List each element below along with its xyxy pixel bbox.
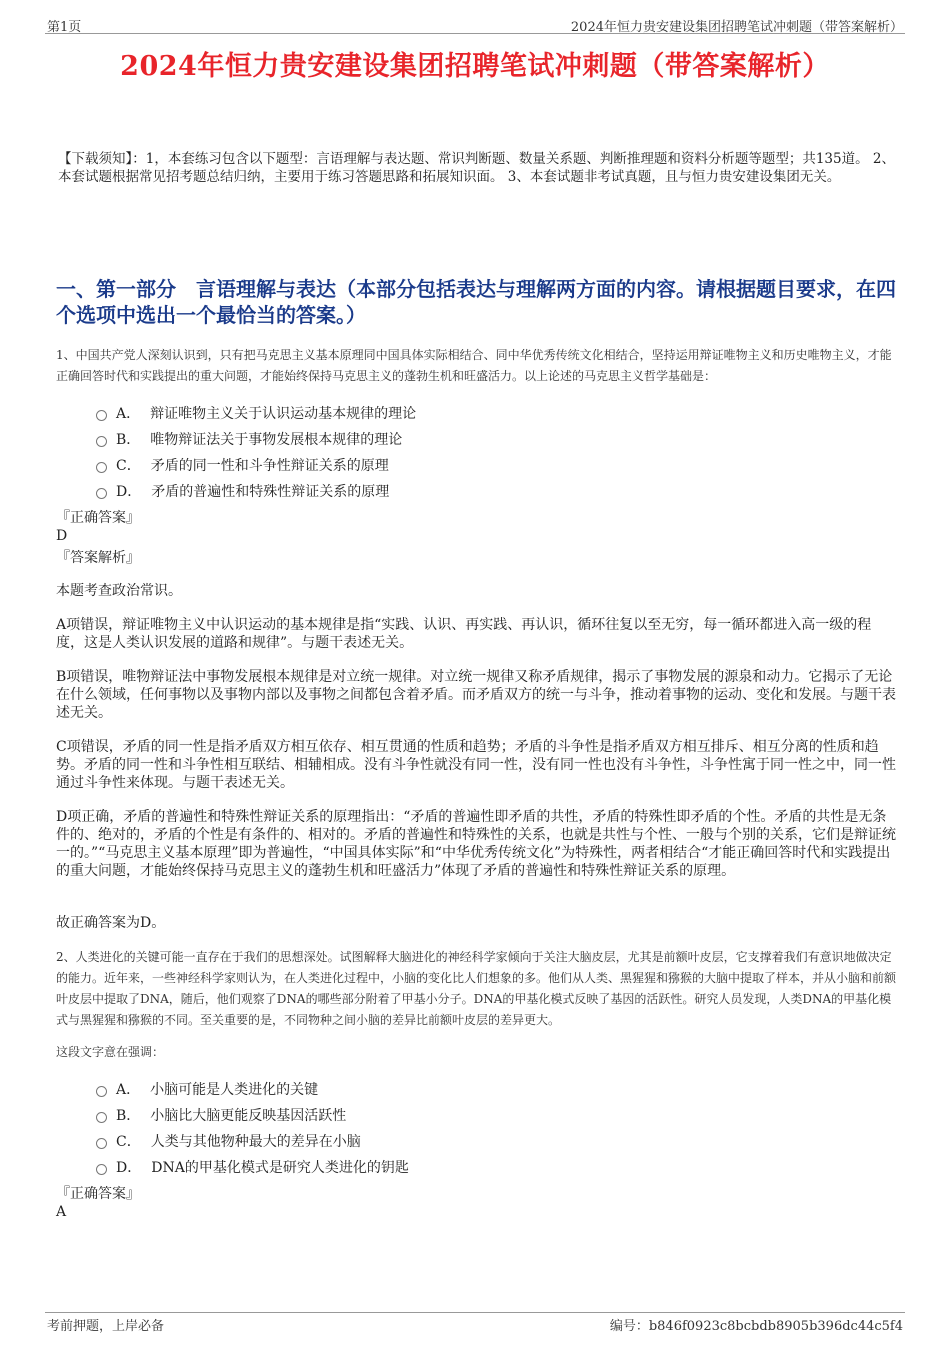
option-letter: A． bbox=[116, 406, 141, 422]
option-letter: D． bbox=[116, 1160, 142, 1176]
radio-icon[interactable] bbox=[96, 488, 107, 499]
q2-option-b[interactable] bbox=[96, 1102, 796, 1128]
q2-answer: A bbox=[56, 1204, 67, 1220]
question-2-prompt: 这段文字意在强调： bbox=[56, 1045, 165, 1059]
q1-analysis-a: A项错误，辩证唯物主义中认识运动的基本规律是指“实践、认识、再实践、再认识，循环往复以至无穷，每一循环都进入高一级的程度，这是人类认识发展的道路和规律”。与题干表述无关。 bbox=[56, 617, 872, 651]
radio-icon[interactable] bbox=[96, 462, 107, 473]
page-number: 第1页 bbox=[47, 20, 82, 35]
option-letter: A． bbox=[116, 1082, 141, 1098]
q1-analysis-d: D项正确，矛盾的普遍性和特殊性辩证关系的原理指出：“矛盾的普遍性即矛盾的共性，矛盾的特殊性即矛盾的个性。矛盾的共性是无条件的、绝对的，矛盾的个性是有条件的、相对的。矛盾的普遍性和特殊性的关系，也就是共性与个性、一般与个别的关系，它们是辩证统一的。”“马克思主义基本原理”即为普遍性，“中国具体实际”和“中华优秀传统文化”为特殊性，两者相结合“才能正确回答时代和实践提出的重大问题，才能始终保持马克思主义的蓬勃生机和旺盛活力”体现了矛盾的普遍性和特殊性辩证关系的原理。 bbox=[56, 809, 896, 879]
q1-option-c[interactable] bbox=[96, 452, 796, 478]
download-notice: 【下载须知】：1，本套练习包含以下题型：言语理解与表达题、常识判断题、数量关系题、判断推理题和资料分析题等题型；共135道。 2、本套试题根据常见招考题总结归纳，主要用于练习答题思路和拓展知识面。 3、本套试题非考试真题，且与恒力贵安建设集团无关。 bbox=[58, 151, 895, 185]
question-2-text: 2、人类进化的关键可能一直存在于我们的思想深处。试图解释大脑进化的神经科学家倾向于关注大脑皮层，尤其是前额叶皮层，它支撑着我们有意识地做决定的能力。近年来，一些神经科学家则认为，在人类进化过程中，小脑的变化比人们想象的多。他们从人类、黑猩猩和猕猴的大脑中提取了样本，并从小脑和前额叶皮层中提取了DNA，随后，他们观察了DNA的哪些部分附着了甲基小分子。DNA的甲基化模式反映了基因的活跃性。研究人员发现，人类DNA的甲基化模式与黑猩猩和猕猴的不同。至关重要的是，不同物种之间小脑的差异比前额叶皮层的差异更大。 bbox=[56, 950, 897, 1027]
question-1-text: 1、中国共产党人深刻认识到，只有把马克思主义基本原理同中国具体实际相结合、同中华优秀传统文化相结合，坚持运用辩证唯物主义和历史唯物主义，才能正确回答时代和实践提出的重大问题，才能始终保持马克思主义的蓬勃生机和旺盛活力。以上论述的马克思主义哲学基础是： bbox=[56, 348, 892, 383]
q2-option-c[interactable] bbox=[96, 1128, 796, 1154]
section-heading: 一、第一部分 言语理解与表达（本部分包括表达与理解两方面的内容。请根据题目要求，在四个选项中选出一个最恰当的答案。） bbox=[56, 277, 896, 327]
header-doc-title: 2024年恒力贵安建设集团招聘笔试冲刺题（带答案解析） bbox=[570, 20, 903, 35]
page-footer bbox=[45, 1312, 905, 1336]
footer-serial: 编号：b846f0923c8bcbdb8905b396dc44c5f4 bbox=[609, 1319, 903, 1334]
radio-icon[interactable] bbox=[96, 1138, 107, 1149]
q1-analysis-c: C项错误，矛盾的同一性是指矛盾双方相互依存、相互贯通的性质和趋势；矛盾的斗争性是指矛盾双方相互排斥、相互分离的性质和趋势。矛盾的同一性和斗争性相互联结、相辅相成。没有斗争性就没有同一性，没有同一性也没有斗争性，斗争性寓于同一性之中，同一性通过斗争性来体现。与题干表述无关。 bbox=[56, 739, 896, 791]
q1-analysis-intro: 本题考查政治常识。 bbox=[56, 583, 182, 599]
q1-answer-label: 『正确答案』 bbox=[56, 510, 140, 526]
q1-option-b[interactable] bbox=[96, 426, 796, 452]
question-2-options bbox=[96, 1076, 796, 1180]
q1-analysis-label: 『答案解析』 bbox=[56, 550, 140, 566]
option-letter: B． bbox=[116, 432, 141, 448]
option-letter: C． bbox=[116, 458, 141, 474]
question-1-options bbox=[96, 400, 796, 504]
radio-icon[interactable] bbox=[96, 1164, 107, 1175]
option-text: 辩证唯物主义关于认识运动基本规律的理论 bbox=[150, 406, 417, 422]
page-header bbox=[45, 14, 905, 34]
option-letter: D． bbox=[116, 484, 142, 500]
radio-icon[interactable] bbox=[96, 436, 107, 447]
radio-icon[interactable] bbox=[96, 1086, 107, 1097]
q1-analysis-b: B项错误，唯物辩证法中事物发展根本规律是对立统一规律。对立统一规律又称矛盾规律，揭示了事物发展的源泉和动力。它揭示了无论在什么领域，任何事物以及事物内部以及事物之间都包含着矛盾。而矛盾双方的统一与斗争，推动着事物的运动、变化和发展。与题干表述无关。 bbox=[56, 669, 896, 721]
option-text: 人类与其他物种最大的差异在小脑 bbox=[150, 1134, 361, 1150]
q2-answer-label: 『正确答案』 bbox=[56, 1186, 140, 1202]
radio-icon[interactable] bbox=[96, 410, 107, 421]
option-text: 小脑比大脑更能反映基因活跃性 bbox=[150, 1108, 347, 1124]
option-letter: C． bbox=[116, 1134, 141, 1150]
radio-icon[interactable] bbox=[96, 1112, 107, 1123]
q1-option-d[interactable] bbox=[96, 478, 796, 504]
q2-option-d[interactable] bbox=[96, 1154, 796, 1180]
option-letter: B． bbox=[116, 1108, 141, 1124]
q2-option-a[interactable] bbox=[96, 1076, 796, 1102]
option-text: 矛盾的同一性和斗争性辩证关系的原理 bbox=[150, 458, 389, 474]
q1-answer: D bbox=[56, 528, 68, 544]
option-text: DNA的甲基化模式是研究人类进化的钥匙 bbox=[151, 1160, 409, 1176]
footer-slogan: 考前押题，上岸必备 bbox=[47, 1319, 165, 1334]
document-title: 2024年恒力贵安建设集团招聘笔试冲刺题（带答案解析） bbox=[120, 51, 830, 82]
q1-option-a[interactable] bbox=[96, 400, 796, 426]
option-text: 矛盾的普遍性和特殊性辩证关系的原理 bbox=[151, 484, 390, 500]
q1-analysis-conclusion: 故正确答案为D。 bbox=[56, 915, 166, 931]
option-text: 唯物辩证法关于事物发展根本规律的理论 bbox=[150, 432, 403, 448]
option-text: 小脑可能是人类进化的关键 bbox=[150, 1082, 319, 1098]
